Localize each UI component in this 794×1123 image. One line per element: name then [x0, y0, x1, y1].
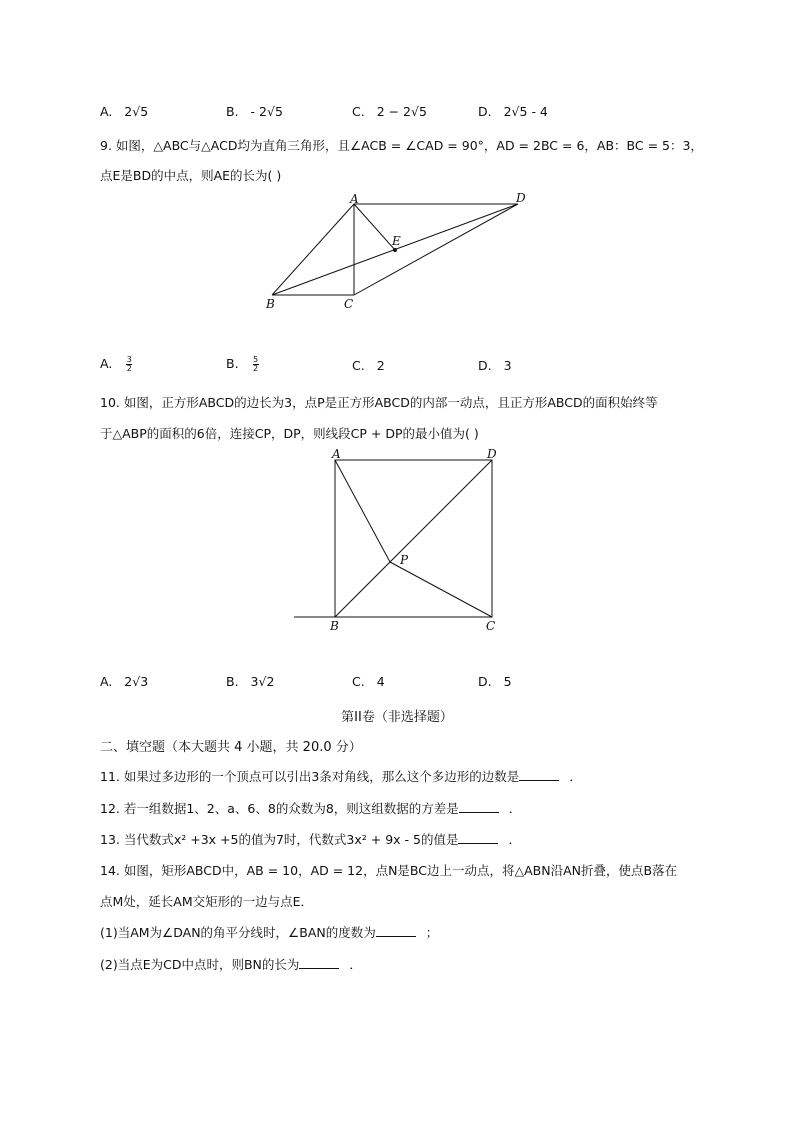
q9-segment-cd [354, 204, 518, 295]
q9-option-b [226, 356, 259, 373]
q9-label-a: A [350, 192, 359, 206]
q9-stem-line1: 9. 如图，△ABC与△ACD均为直角三角形，且∠ACB = ∠CAD = 90°，AD = 2BC = 6，AB：BC = 5：3， [100, 138, 703, 153]
q9-option-a [100, 356, 132, 373]
q10-segment-bd [335, 460, 492, 617]
option-text: 4 [376, 674, 385, 689]
q8-option-b [226, 104, 283, 119]
q10-segment-ap [335, 460, 390, 562]
q14-sub2 [100, 955, 362, 973]
part2-title: 第II卷（非选择题） [341, 710, 453, 725]
fraction [126, 356, 132, 373]
option-text: 3 [503, 358, 512, 373]
option-text: 2 [376, 358, 385, 373]
q10-option-a [100, 674, 148, 689]
q10-stem-line2: 于△ABP的面积的6倍，连接CP，DP，则线段CP + DP的最小值为( ) [100, 426, 479, 441]
q10-label-p: P [400, 553, 409, 567]
denominator: 2 [126, 364, 132, 373]
q9-point-e [393, 248, 397, 252]
q12 [100, 799, 521, 817]
option-label: C. [352, 104, 365, 119]
q12-tail: ． [508, 801, 522, 816]
option-text: 5 [503, 674, 512, 689]
q9-segment-ab [272, 204, 354, 295]
option-label: C. [352, 358, 365, 373]
q10-stem-line1: 10. 如图，正方形ABCD的边长为3，点P是正方形ABCD的内部一动点，且正方形ABCD的面积始终等 [100, 395, 658, 410]
q11-text: 11. 如果过多边形的一个顶点可以引出3条对角线，那么这个多边形的边数是 [100, 769, 520, 784]
option-text: 2√5 [124, 104, 149, 119]
q9-stem-line2: 点E是BD的中点，则AE的长为( ) [100, 168, 282, 183]
numerator: 5 [253, 355, 259, 364]
q9-label-d: D [516, 192, 526, 205]
q13 [100, 830, 521, 848]
q8-option-a [100, 104, 148, 119]
q10-label-a: A [332, 447, 341, 461]
q10-figure [290, 444, 520, 634]
q10-option-d [478, 674, 512, 689]
answer-blank[interactable] [299, 956, 339, 969]
q14-sub1-tail: ； [425, 925, 439, 940]
q9-option-c [352, 358, 385, 373]
option-text: 2√3 [124, 674, 149, 689]
option-label: B. [226, 104, 239, 119]
answer-blank[interactable] [458, 831, 498, 844]
q9-figure [262, 192, 562, 312]
q14-stem-line2: 点M处，延长AM交矩形的一边与点E． [100, 894, 314, 909]
option-label: A. [100, 674, 113, 689]
q10-label-b: B [330, 619, 339, 633]
answer-blank[interactable] [459, 800, 499, 813]
q9-option-d [478, 358, 512, 373]
option-label: D. [478, 674, 492, 689]
q10-option-c [352, 674, 385, 689]
q8-option-c [352, 104, 427, 119]
denominator: 2 [253, 364, 259, 373]
q13-text: 13. 当代数式x² +3x +5的值为7时，代数式3x² + 9x - 5的值是 [100, 832, 459, 847]
answer-blank[interactable] [519, 768, 559, 781]
option-label: B. [226, 356, 239, 371]
q13-tail: ． [508, 832, 521, 847]
section2-title: 二、填空题（本大题共 4 小题，共 20.0 分） [100, 740, 362, 755]
option-label: C. [352, 674, 365, 689]
option-label: A. [100, 104, 113, 119]
q10-label-c: C [486, 619, 496, 633]
option-label: A. [100, 356, 113, 371]
q9-label-c: C [344, 297, 354, 311]
q11-tail: ． [569, 769, 582, 784]
option-label: D. [478, 104, 492, 119]
q9-segment-ae [354, 204, 395, 250]
q11 [100, 767, 582, 785]
q9-label-b: B [266, 297, 275, 311]
fraction [253, 356, 259, 373]
q9-label-e: E [392, 234, 401, 248]
option-label: B. [226, 674, 239, 689]
q14-sub2-text: (2)当点E为CD中点时，则BN的长为 [100, 957, 300, 972]
answer-blank[interactable] [376, 924, 416, 937]
q14-sub1-text: (1)当AM为∠DAN的角平分线时，∠BAN的度数为 [100, 925, 376, 940]
q14-sub1 [100, 923, 438, 941]
q10-option-b [226, 674, 274, 689]
q14-stem-line1: 14. 如图，矩形ABCD中，AB = 10，AD = 12，点N是BC边上一动点，将△ABN沿AN折叠，使点B落在 [100, 863, 678, 878]
q8-option-d [478, 104, 548, 119]
option-text: 2√5 - 4 [503, 104, 548, 119]
option-text: 2 − 2√5 [376, 104, 427, 119]
q12-text: 12. 若一组数据1、2、a、6、8的众数为8，则这组数据的方差是 [100, 801, 459, 816]
q10-segment-pc [390, 562, 492, 617]
q10-label-d: D [487, 447, 497, 461]
option-label: D. [478, 358, 492, 373]
q14-sub2-tail: ． [349, 957, 362, 972]
option-text: 3√2 [250, 674, 275, 689]
option-text: - 2√5 [250, 104, 283, 119]
numerator: 3 [126, 355, 132, 364]
